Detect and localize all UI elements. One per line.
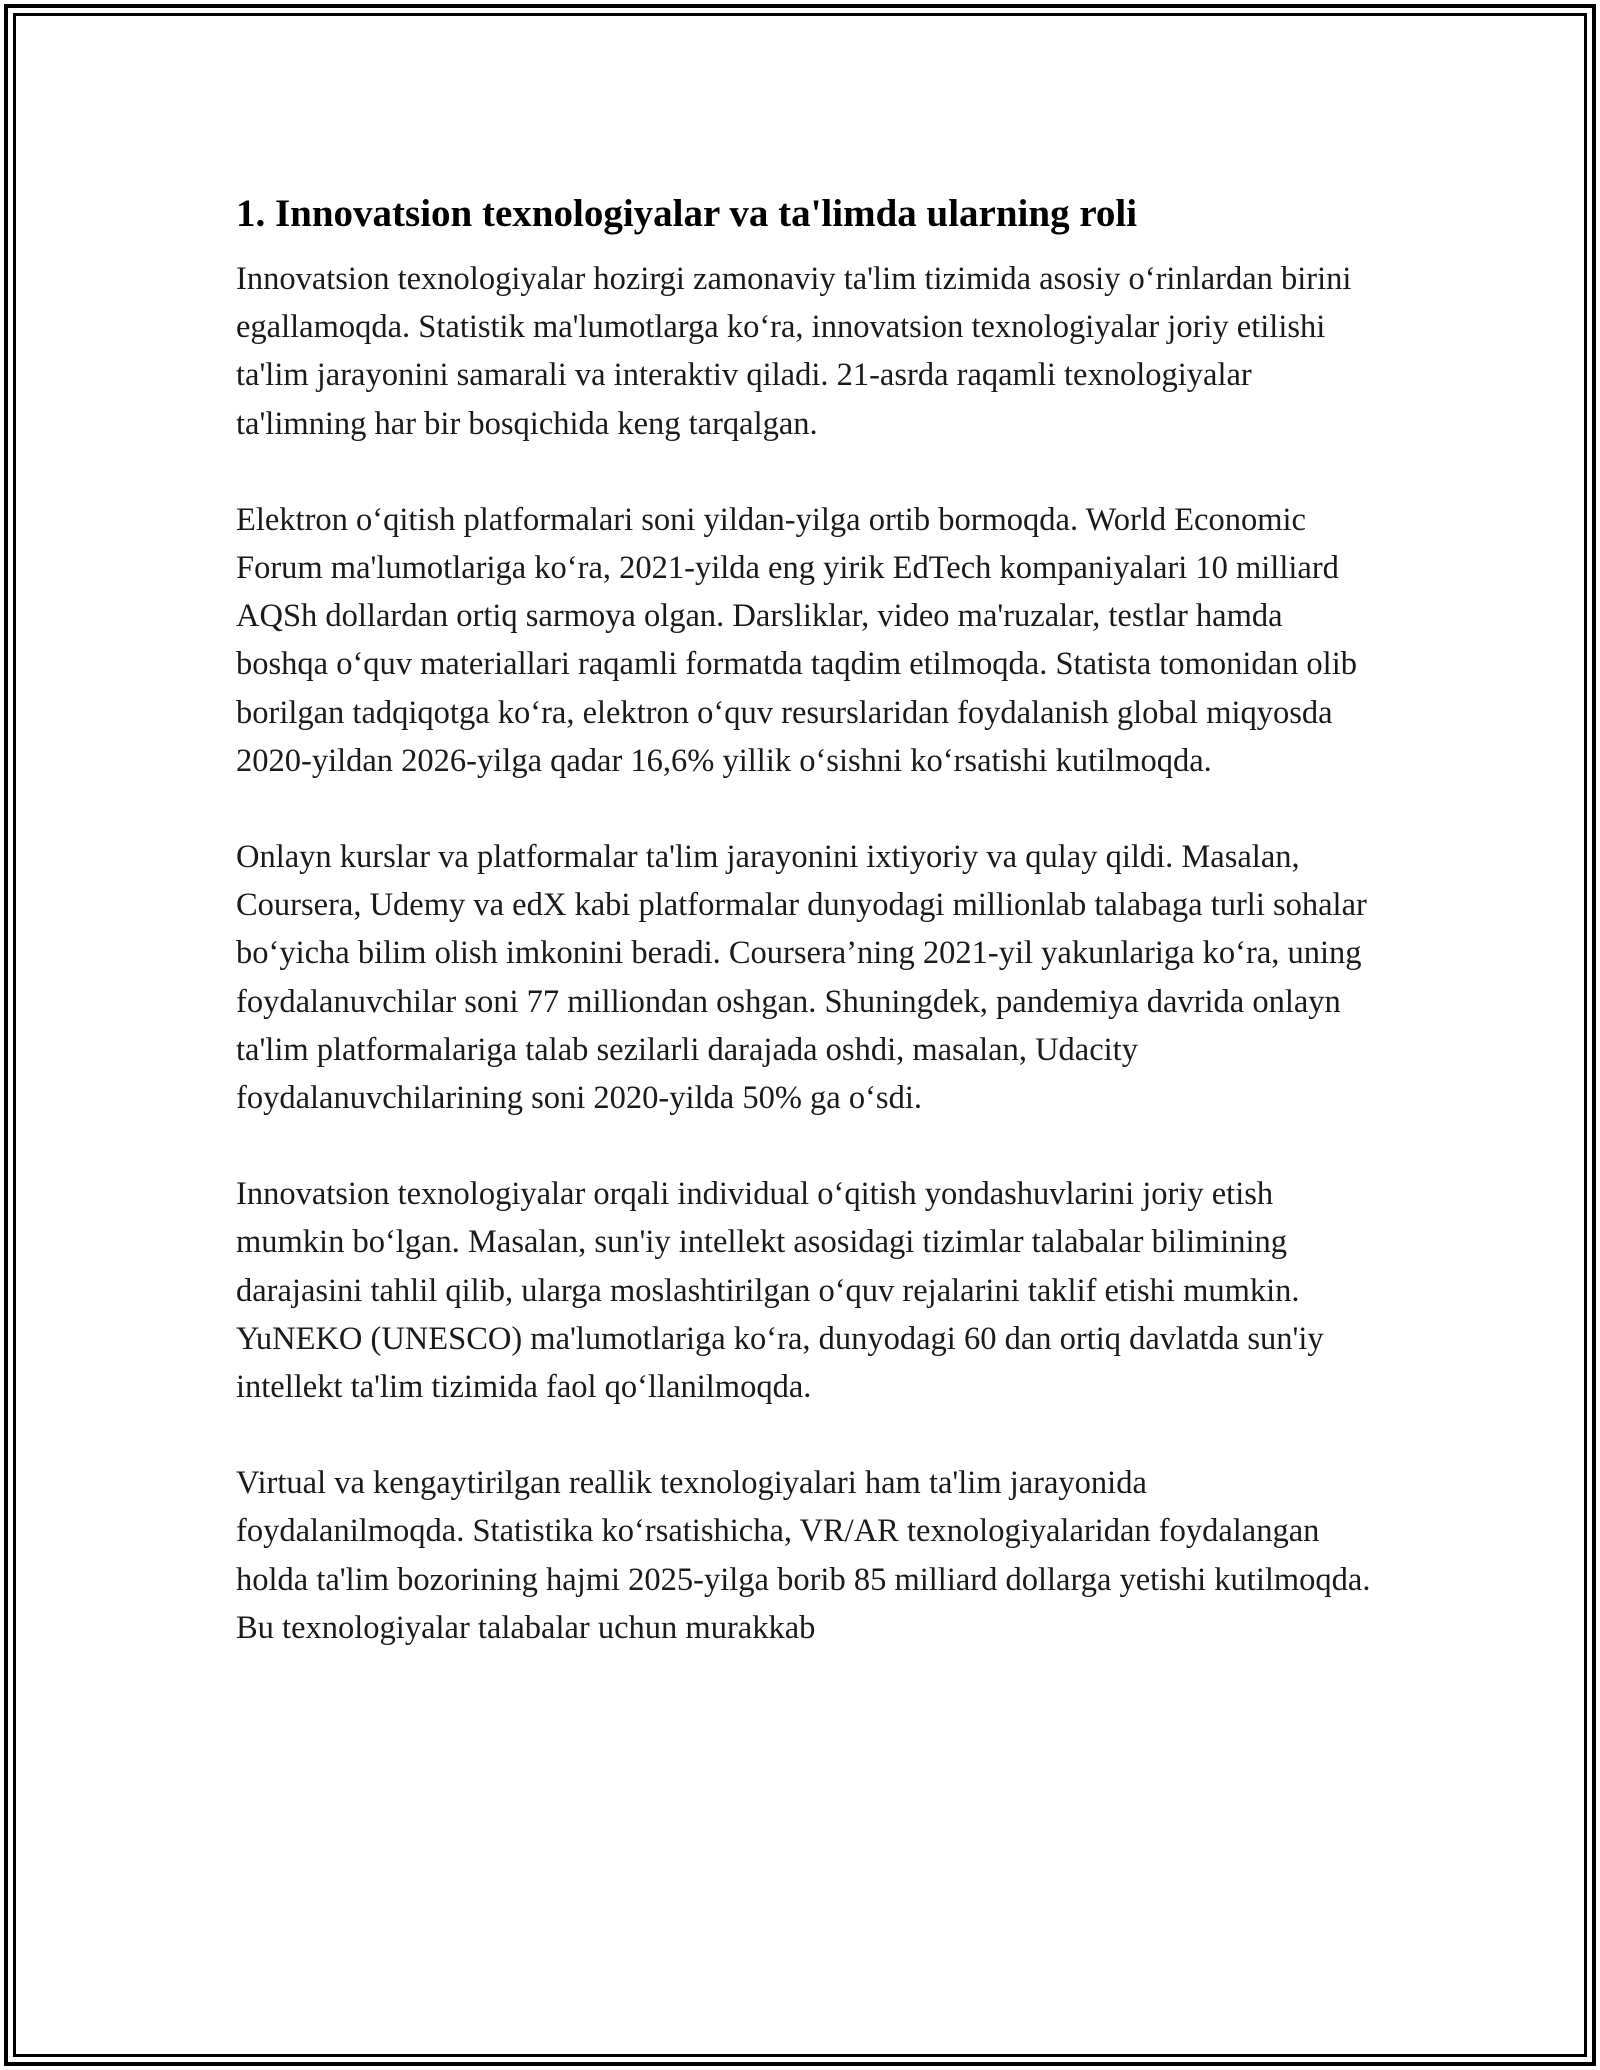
document-body [236, 186, 1376, 1700]
paragraph-1: Innovatsion texnologiyalar hozirgi zamonaviy ta'lim tizimida asosiy o‘rinlardan birini egallamoqda. Statistik ma'lumotlarga ko‘ra, innovatsion texnologiyalar joriy etilishi ta'lim jarayonini samarali va interaktiv qiladi. 21-asrda raqamli texnologiyalar ta'limning har bir bosqichida keng tarqalgan. [236, 261, 1352, 442]
paragraph-3: Onlayn kurslar va platformalar ta'lim jarayonini ixtiyoriy va qulay qildi. Masalan, Coursera, Udemy va edX kabi platformalar dunyodagi millionlab talabaga turli sohalar bo‘yicha bilim olish imkonini beradi. Coursera’ning 2021-yil yakunlariga ko‘ra, uning foydalanuvchilar soni 77 milliondan oshgan. Shuningdek, pandemiya davrida onlayn ta'lim platformalariga talab sezilarli darajada oshdi, masalan, Udacity foydalanuvchilarining soni 2020-yilda 50% ga o‘sdi. [236, 839, 1367, 1117]
paragraph-5: Virtual va kengaytirilgan reallik texnologiyalari ham ta'lim jarayonida foydalanilmoqda. Statistika ko‘rsatishicha, VR/AR texnologiyalaridan foydalangan holda ta'lim bozorining hajmi 2025-yilga borib 85 milliard dollarga yetishi kutilmoqda. Bu texnologiyalar talabalar uchun murakkab [236, 1465, 1371, 1646]
section-heading: 1. Innovatsion texnologiyalar va ta'limda ularning roli [236, 192, 1138, 235]
paragraph-4: Innovatsion texnologiyalar orqali individual o‘qitish yondashuvlarini joriy etish mumkin bo‘lgan. Masalan, sun'iy intellekt asosidagi tizimlar talabalar bilimining darajasini tahlil qilib, ularga moslashtirilgan o‘quv rejalarini taklif etishi mumkin. YuNEKO (UNESCO) ma'lumotlariga ko‘ra, dunyodagi 60 dan ortiq davlatda sun'iy intellekt ta'lim tizimida faol qo‘llanilmoqda. [236, 1176, 1324, 1406]
paragraph-2: Elektron o‘qitish platformalari soni yildan-yilga ortib bormoqda. World Economic Forum ma'lumotlariga ko‘ra, 2021-yilda eng yirik EdTech kompaniyalari 10 milliard AQSh dollardan ortiq sarmoya olgan. Darsliklar, video ma'ruzalar, testlar hamda boshqa o‘quv materiallari raqamli formatda taqdim etilmoqda. Statista tomonidan olib borilgan tadqiqotga ko‘ra, elektron o‘quv resurslaridan foydalanish global miqyosda 2020-yildan 2026-yilga qadar 16,6% yillik o‘sishni ko‘rsatishi kutilmoqda. [236, 501, 1357, 779]
